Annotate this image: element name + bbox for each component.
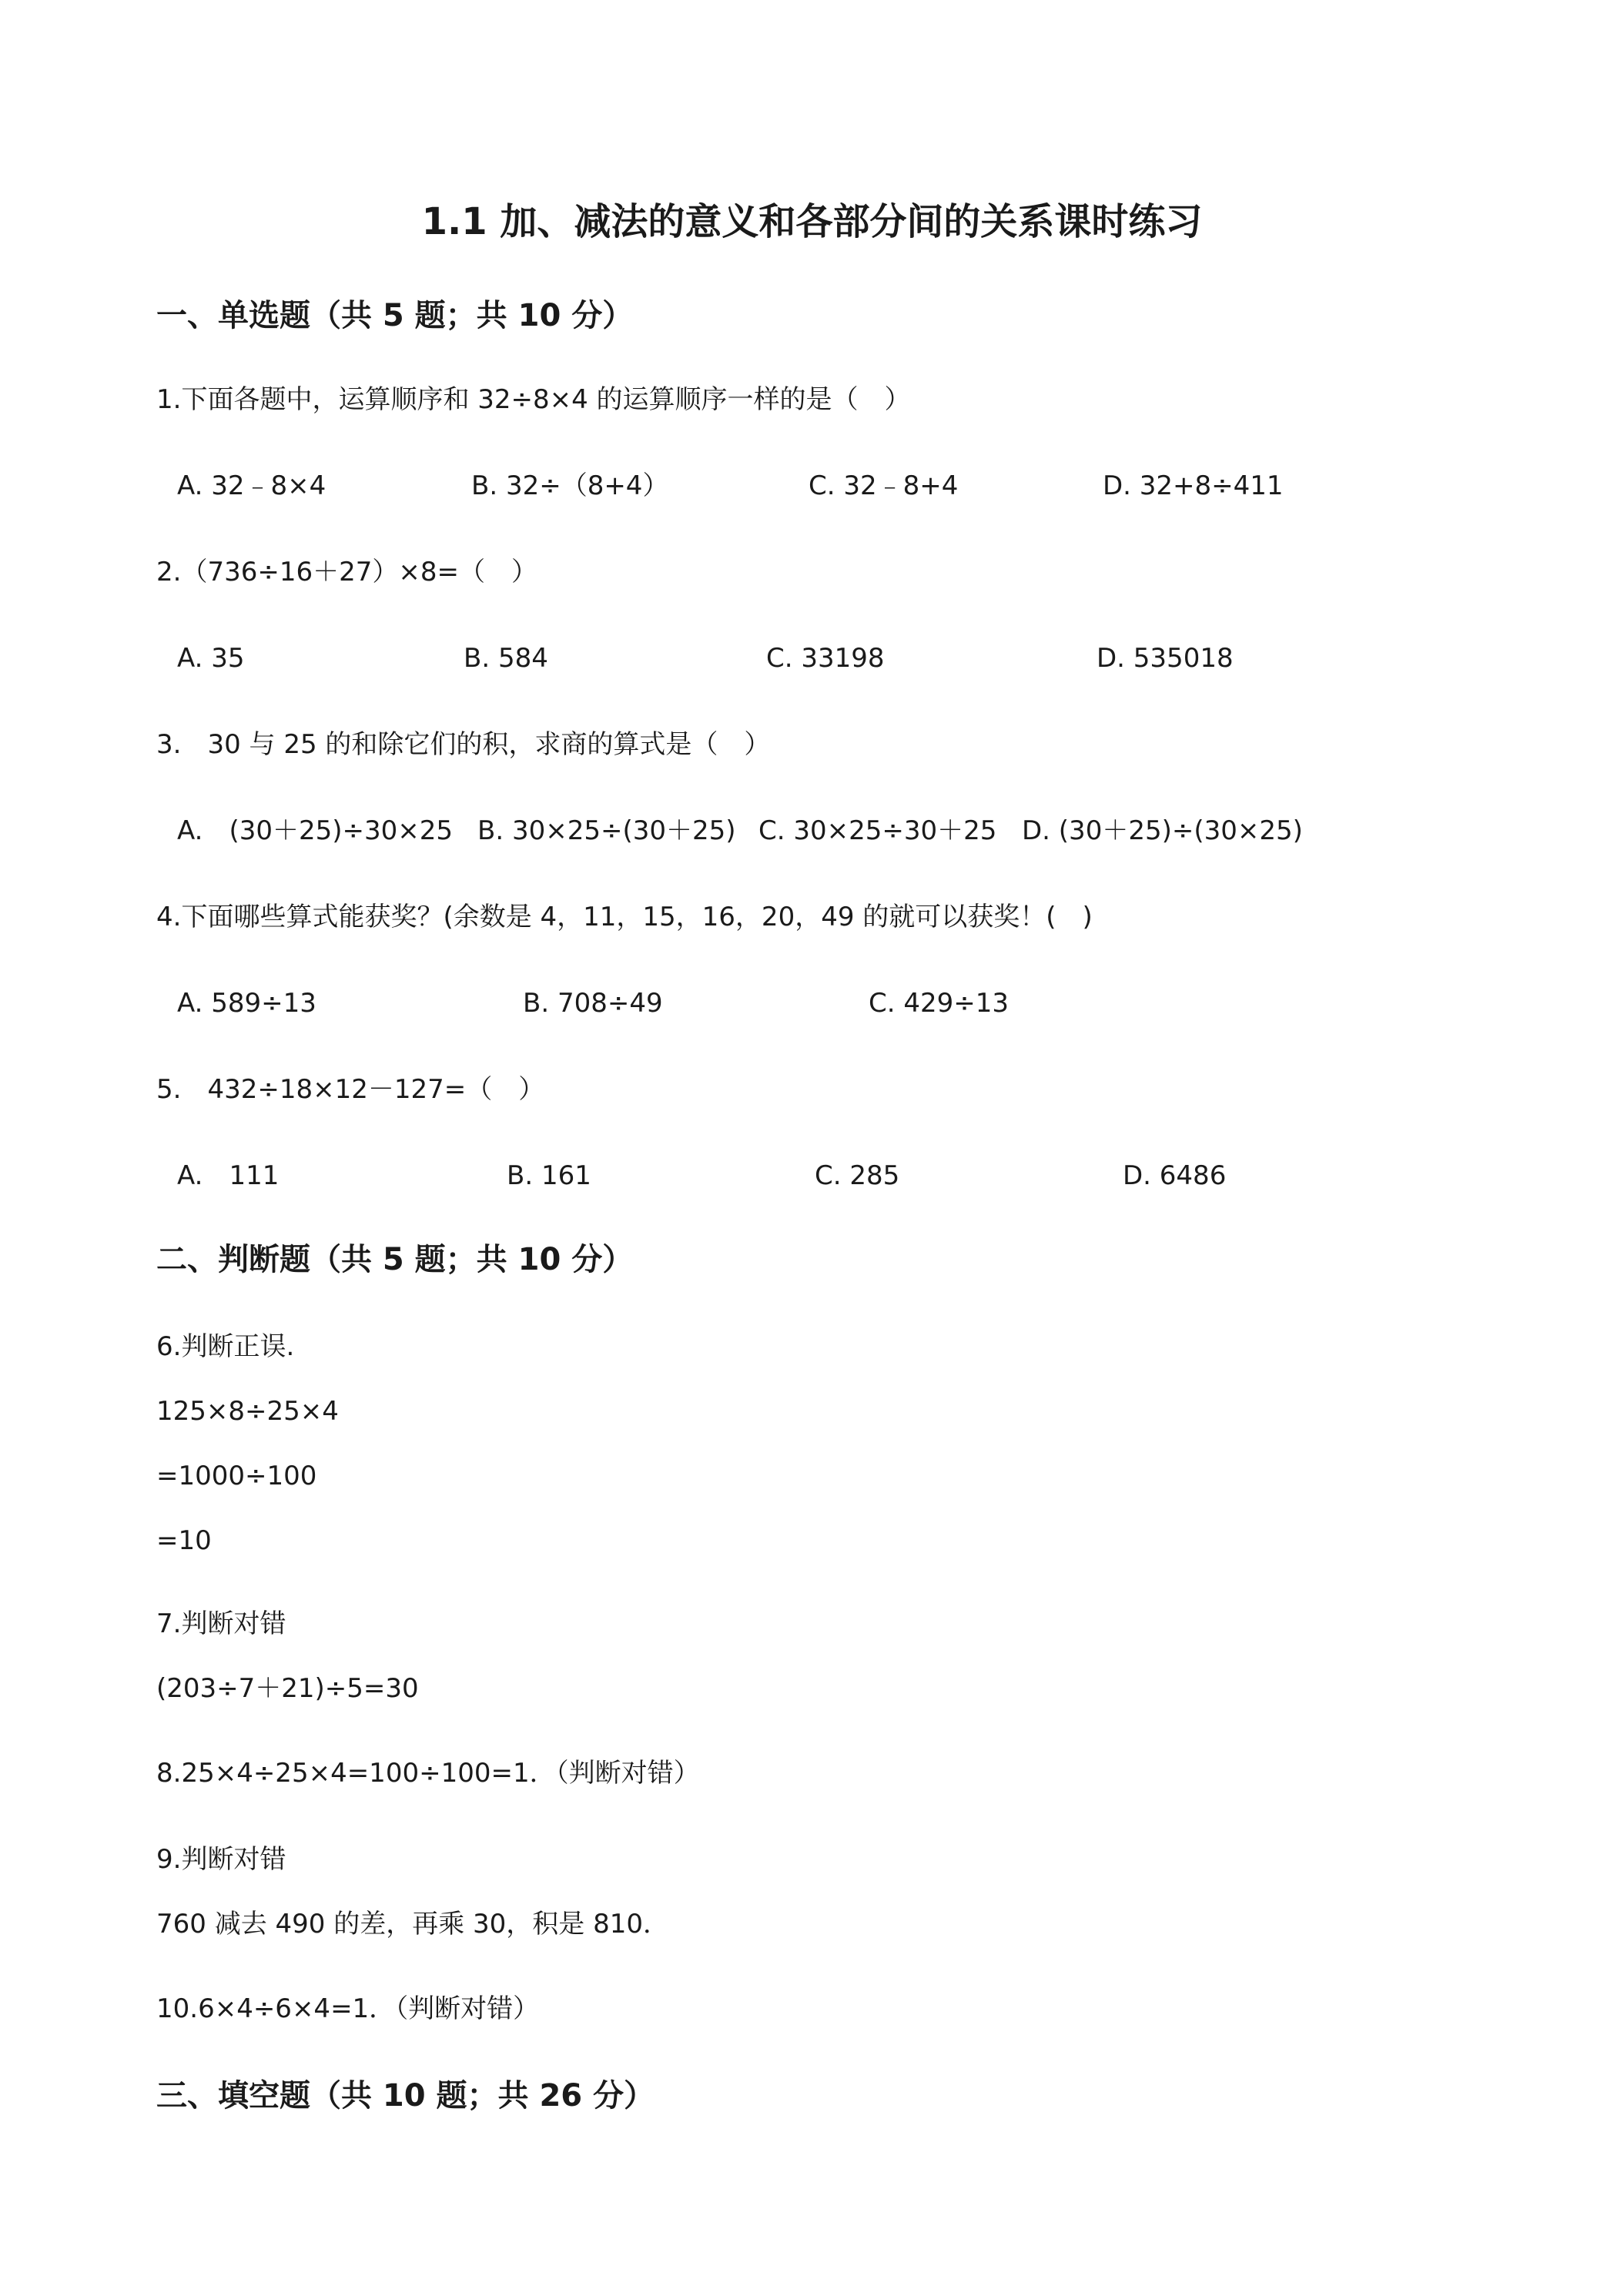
question-6-stem: 6.判断正误. bbox=[156, 1331, 295, 1362]
question-2-option-b: B. 584 bbox=[464, 643, 548, 674]
question-1-option-c: C. 32﹣8+4 bbox=[809, 470, 959, 501]
question-6-line-3: =10 bbox=[156, 1525, 212, 1556]
question-3-option-d: D. (30＋25)÷(30×25) bbox=[1022, 815, 1303, 846]
question-6-line-2: =1000÷100 bbox=[156, 1461, 317, 1491]
question-2-stem: 2.（736÷16＋27）×8=（ ） bbox=[156, 557, 537, 587]
question-1-stem: 1.下面各题中，运算顺序和 32÷8×4 的运算顺序一样的是（ ） bbox=[156, 384, 911, 415]
section-heading-single-choice: 一、单选题（共 5 题；共 10 分） bbox=[156, 298, 634, 333]
question-5-stem: 5. 432÷18×12－127=（ ） bbox=[156, 1074, 545, 1105]
question-5-option-b: B. 161 bbox=[507, 1160, 591, 1191]
question-2-option-a: A. 35 bbox=[177, 643, 245, 674]
question-2-option-c: C. 33198 bbox=[766, 643, 885, 674]
section-heading-true-false: 二、判断题（共 5 题；共 10 分） bbox=[156, 1242, 634, 1277]
question-5-option-d: D. 6486 bbox=[1123, 1160, 1227, 1191]
question-5-option-a: A. 111 bbox=[177, 1160, 280, 1191]
question-4-option-a: A. 589÷13 bbox=[177, 988, 316, 1019]
question-1-option-b: B. 32÷（8+4） bbox=[471, 470, 669, 501]
question-6-line-1: 125×8÷25×4 bbox=[156, 1396, 339, 1427]
question-9-stem: 9.判断对错 bbox=[156, 1844, 286, 1875]
question-3-option-a: A. (30＋25)÷30×25 bbox=[177, 815, 454, 846]
question-7-line-1: (203÷7＋21)÷5=30 bbox=[156, 1673, 419, 1704]
question-3-option-b: B. 30×25÷(30＋25) bbox=[477, 815, 736, 846]
question-4-option-c: C. 429÷13 bbox=[869, 988, 1010, 1019]
question-4-stem: 4.下面哪些算式能获奖？(余数是 4，11，15，16，20，49 的就可以获奖！( ) bbox=[156, 902, 1093, 932]
question-3-stem: 3. 30 与 25 的和除它们的积，求商的算式是（ ） bbox=[156, 729, 771, 760]
question-10-stem: 10.6×4÷6×4=1．（判断对错） bbox=[156, 1993, 540, 2024]
question-8-stem: 8.25×4÷25×4=100÷100=1．（判断对错） bbox=[156, 1758, 700, 1789]
question-2-option-d: D. 535018 bbox=[1097, 643, 1234, 674]
question-3-option-c: C. 30×25÷30＋25 bbox=[758, 815, 997, 846]
question-1-option-d: D. 32+8÷411 bbox=[1103, 470, 1284, 501]
page-title: 1.1 加、减法的意义和各部分间的关系课时练习 bbox=[421, 200, 1203, 243]
question-4-option-b: B. 708÷49 bbox=[523, 988, 663, 1019]
question-9-line-1: 760 减去 490 的差，再乘 30，积是 810． bbox=[156, 1909, 669, 1940]
section-heading-fill-in-blank: 三、填空题（共 10 题；共 26 分） bbox=[156, 2078, 655, 2114]
question-7-stem: 7.判断对错 bbox=[156, 1608, 286, 1639]
question-5-option-c: C. 285 bbox=[815, 1160, 900, 1191]
question-1-option-a: A. 32﹣8×4 bbox=[177, 470, 326, 501]
